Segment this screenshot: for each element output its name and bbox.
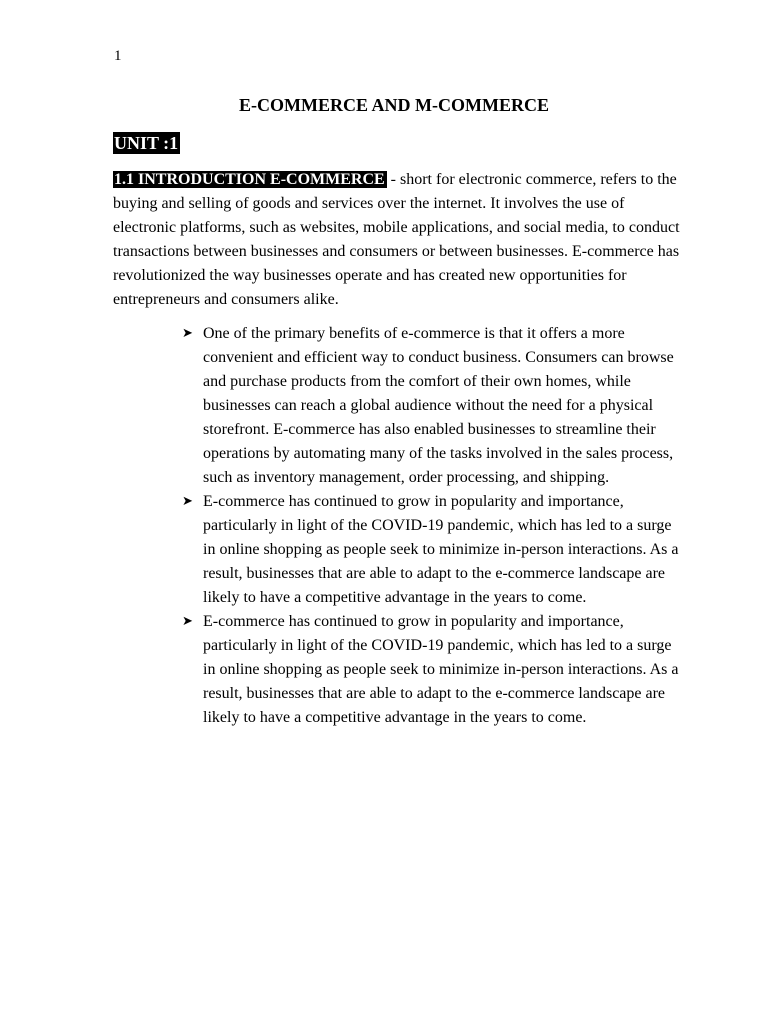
document-title: E-COMMERCE AND M-COMMERCE — [239, 95, 549, 115]
arrowhead-bullet-icon: ➤ — [182, 614, 193, 629]
bullet-text: E-commerce has continued to grow in popularity and importance, particularly in light of the COVID-19 pandemic, which has led to a surge in online shopping as people seek to minimize in-person interactions. As a result, businesses that are able to adapt to the e-commerce landscape are likely to have a competitive advantage in the years to come. — [203, 613, 679, 726]
bullet-text: One of the primary benefits of e-commerce is that it offers a more convenient and efficient way to conduct business. Consumers can browse and purchase products from the comfort of their own homes, while businesses can reach a global audience without the need for a physical storefront. E-commerce has also enabled businesses to streamline their operations by automating many of the tasks involved in the sales process, such as inventory management, order processing, and shipping. — [203, 325, 674, 486]
list-item — [182, 322, 682, 490]
section-heading: 1.1 INTRODUCTION E-COMMERCE — [114, 171, 385, 188]
arrowhead-bullet-icon: ➤ — [182, 326, 193, 341]
page-number: 1 — [114, 48, 122, 64]
list-item — [182, 610, 682, 730]
bullet-list — [182, 322, 682, 730]
arrowhead-bullet-icon: ➤ — [182, 494, 193, 509]
bullet-text: E-commerce has continued to grow in popularity and importance, particularly in light of the COVID-19 pandemic, which has led to a surge in online shopping as people seek to minimize in-person interactions. As a result, businesses that are able to adapt to the e-commerce landscape are likely to have a competitive advantage in the years to come. — [203, 493, 679, 606]
intro-paragraph — [113, 168, 685, 312]
list-item — [182, 490, 682, 610]
intro-text: - short for electronic commerce, refers to the buying and selling of goods and services over the internet. It involves the use of electronic platforms, such as websites, mobile applications, and social media, to conduct transactions between businesses and consumers or between businesses. E-commerce has revolutionized the way businesses operate and has created new opportunities for entrepreneurs and consumers alike. — [113, 171, 680, 308]
unit-heading: UNIT :1 — [114, 133, 179, 153]
